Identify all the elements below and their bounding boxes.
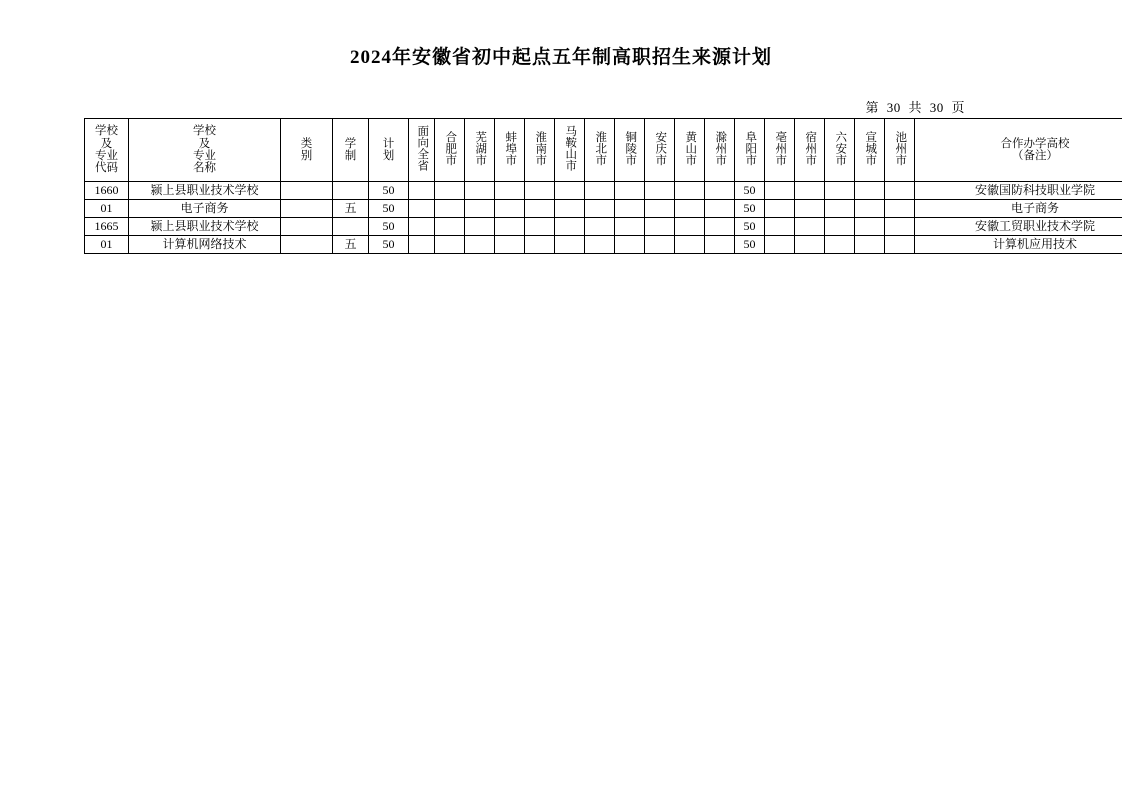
cell-name: 颍上县职业技术学校 [129,182,281,200]
page-indicator-current: 30 [886,100,901,115]
cell-city-8 [675,218,705,236]
header-city-13 [825,119,855,182]
cell-plan: 50 [369,236,409,254]
cell-city-7 [645,236,675,254]
header-name [129,119,281,182]
cell-city-12 [795,218,825,236]
header-city-15 [885,119,915,182]
cell-province [409,236,435,254]
cell-city-12 [795,182,825,200]
cell-coop: 计算机应用技术 [915,236,1122,254]
header-city-8 [675,119,705,182]
cell-city-13 [825,236,855,254]
cell-city-2 [495,200,525,218]
header-code-line: 专业 [95,150,118,162]
header-city-3 [525,119,555,182]
header-city-14 [855,119,885,182]
cell-city-14 [855,200,885,218]
cell-city-11 [765,236,795,254]
cell-city-3 [525,200,555,218]
header-city-2-label: 蚌埠市 [504,131,517,166]
header-name-line: 名称 [193,162,216,175]
header-city-1-label: 芜湖市 [474,131,487,166]
cell-city-4 [555,182,585,200]
header-city-12-label: 宿州市 [804,131,817,166]
header-city-8-label: 黄山市 [684,131,697,166]
cell-city-10: 50 [735,218,765,236]
cell-city-0 [435,182,465,200]
cell-city-12 [795,200,825,218]
cell-city-0 [435,200,465,218]
cell-city-12 [795,236,825,254]
cell-code: 1660 [85,182,129,200]
cell-province [409,200,435,218]
cell-plan: 50 [369,200,409,218]
cell-name: 颍上县职业技术学校 [129,218,281,236]
header-city-6 [615,119,645,182]
cell-city-7 [645,182,675,200]
cell-city-9 [705,182,735,200]
header-city-7 [645,119,675,182]
cell-city-9 [705,200,735,218]
page-title: 2024年安徽省初中起点五年制高职招生来源计划 [349,47,772,68]
cell-city-8 [675,200,705,218]
cell-city-1 [465,236,495,254]
header-city-15-label: 池州市 [894,131,907,166]
cell-province [409,218,435,236]
cell-city-6 [615,200,645,218]
header-code-line: 代码 [95,162,118,175]
cell-city-8 [675,236,705,254]
header-city-11 [765,119,795,182]
cell-city-13 [825,218,855,236]
cell-system [333,218,369,236]
cell-coop: 安徽国防科技职业学院 [915,182,1122,200]
cell-city-3 [525,218,555,236]
header-city-4-label: 马鞍山市 [564,125,577,172]
table-row [85,200,1122,218]
header-city-5-label: 淮北市 [594,131,607,166]
header-city-10-label: 阜阳市 [744,131,757,166]
cell-code: 01 [85,236,129,254]
header-city-10 [735,119,765,182]
cell-city-5 [585,182,615,200]
cell-plan: 50 [369,182,409,200]
cell-city-11 [765,200,795,218]
cell-coop: 安徽工贸职业技术学院 [915,218,1122,236]
cell-city-5 [585,218,615,236]
cell-city-10: 50 [735,236,765,254]
header-city-9-label: 滁州市 [714,131,727,166]
cell-city-14 [855,182,885,200]
cell-city-1 [465,182,495,200]
header-city-7-label: 安庆市 [654,131,667,166]
page-indicator [863,97,967,116]
cell-city-5 [585,200,615,218]
cell-city-5 [585,236,615,254]
header-code-line: 学校 [95,125,118,138]
page-indicator-total: 30 [929,100,944,115]
cell-city-4 [555,200,585,218]
cell-system: 五 [333,200,369,218]
header-city-11-label: 亳州市 [774,131,787,166]
cell-category [281,182,333,200]
cell-category [281,218,333,236]
cell-city-3 [525,182,555,200]
cell-code: 1665 [85,218,129,236]
header-category-line: 类 [300,137,313,150]
cell-name: 电子商务 [129,200,281,218]
cell-city-4 [555,218,585,236]
header-coop-line: （备注） [1012,150,1058,162]
cell-city-9 [705,236,735,254]
table-row [85,218,1122,236]
cell-name: 计算机网络技术 [129,236,281,254]
cell-city-2 [495,182,525,200]
header-city-5 [585,119,615,182]
cell-city-3 [525,236,555,254]
page-indicator-prefix: 第 [865,100,879,115]
cell-plan: 50 [369,218,409,236]
header-city-14-label: 宣城市 [864,131,877,166]
header-city-12 [795,119,825,182]
table-row [85,182,1122,200]
header-plan [369,119,409,182]
cell-system [333,182,369,200]
header-province-label: 面向全省 [416,125,429,172]
cell-city-10: 50 [735,182,765,200]
cell-city-15 [885,200,915,218]
cell-city-9 [705,218,735,236]
cell-city-1 [465,218,495,236]
cell-system: 五 [333,236,369,254]
cell-city-14 [855,218,885,236]
cell-city-2 [495,236,525,254]
header-city-6-label: 铜陵市 [624,131,637,166]
cell-coop: 电子商务 [915,200,1122,218]
header-system [333,119,369,182]
header-coop-line: 合作办学高校 [1000,137,1070,150]
cell-city-0 [435,218,465,236]
header-city-13-label: 六安市 [834,131,847,166]
cell-city-8 [675,182,705,200]
cell-province [409,182,435,200]
header-name-line: 专业 [193,150,216,162]
cell-city-11 [765,182,795,200]
cell-code: 01 [85,200,129,218]
header-category [281,119,333,182]
cell-city-11 [765,218,795,236]
header-city-9 [705,119,735,182]
page-indicator-middle: 共 [908,100,922,115]
cell-city-15 [885,218,915,236]
header-code-line: 及 [100,137,113,150]
cell-category [281,236,333,254]
cell-city-7 [645,200,675,218]
cell-city-6 [615,236,645,254]
header-city-3-label: 淮南市 [534,131,547,166]
page-indicator-suffix: 页 [951,100,965,115]
header-category-line: 别 [300,150,313,162]
table-header-row [85,119,1122,182]
cell-city-15 [885,182,915,200]
header-system-line: 学 [344,137,357,150]
table-row [85,236,1122,254]
cell-city-2 [495,218,525,236]
cell-city-13 [825,182,855,200]
cell-category [281,200,333,218]
cell-city-14 [855,236,885,254]
header-coop [915,119,1122,182]
header-plan-line: 划 [382,150,395,162]
cell-city-4 [555,236,585,254]
header-code [85,119,129,182]
header-name-line: 及 [198,137,211,150]
cell-city-0 [435,236,465,254]
admission-plan-table [84,118,1122,254]
cell-city-1 [465,200,495,218]
header-city-2 [495,119,525,182]
cell-city-10: 50 [735,200,765,218]
cell-city-15 [885,236,915,254]
header-city-4 [555,119,585,182]
header-city-0 [435,119,465,182]
header-name-line: 学校 [193,125,216,138]
header-province [409,119,435,182]
cell-city-6 [615,182,645,200]
cell-city-13 [825,200,855,218]
header-plan-line: 计 [382,137,395,150]
header-system-line: 制 [344,150,357,162]
header-city-0-label: 合肥市 [444,131,457,166]
header-city-1 [465,119,495,182]
cell-city-7 [645,218,675,236]
cell-city-6 [615,218,645,236]
